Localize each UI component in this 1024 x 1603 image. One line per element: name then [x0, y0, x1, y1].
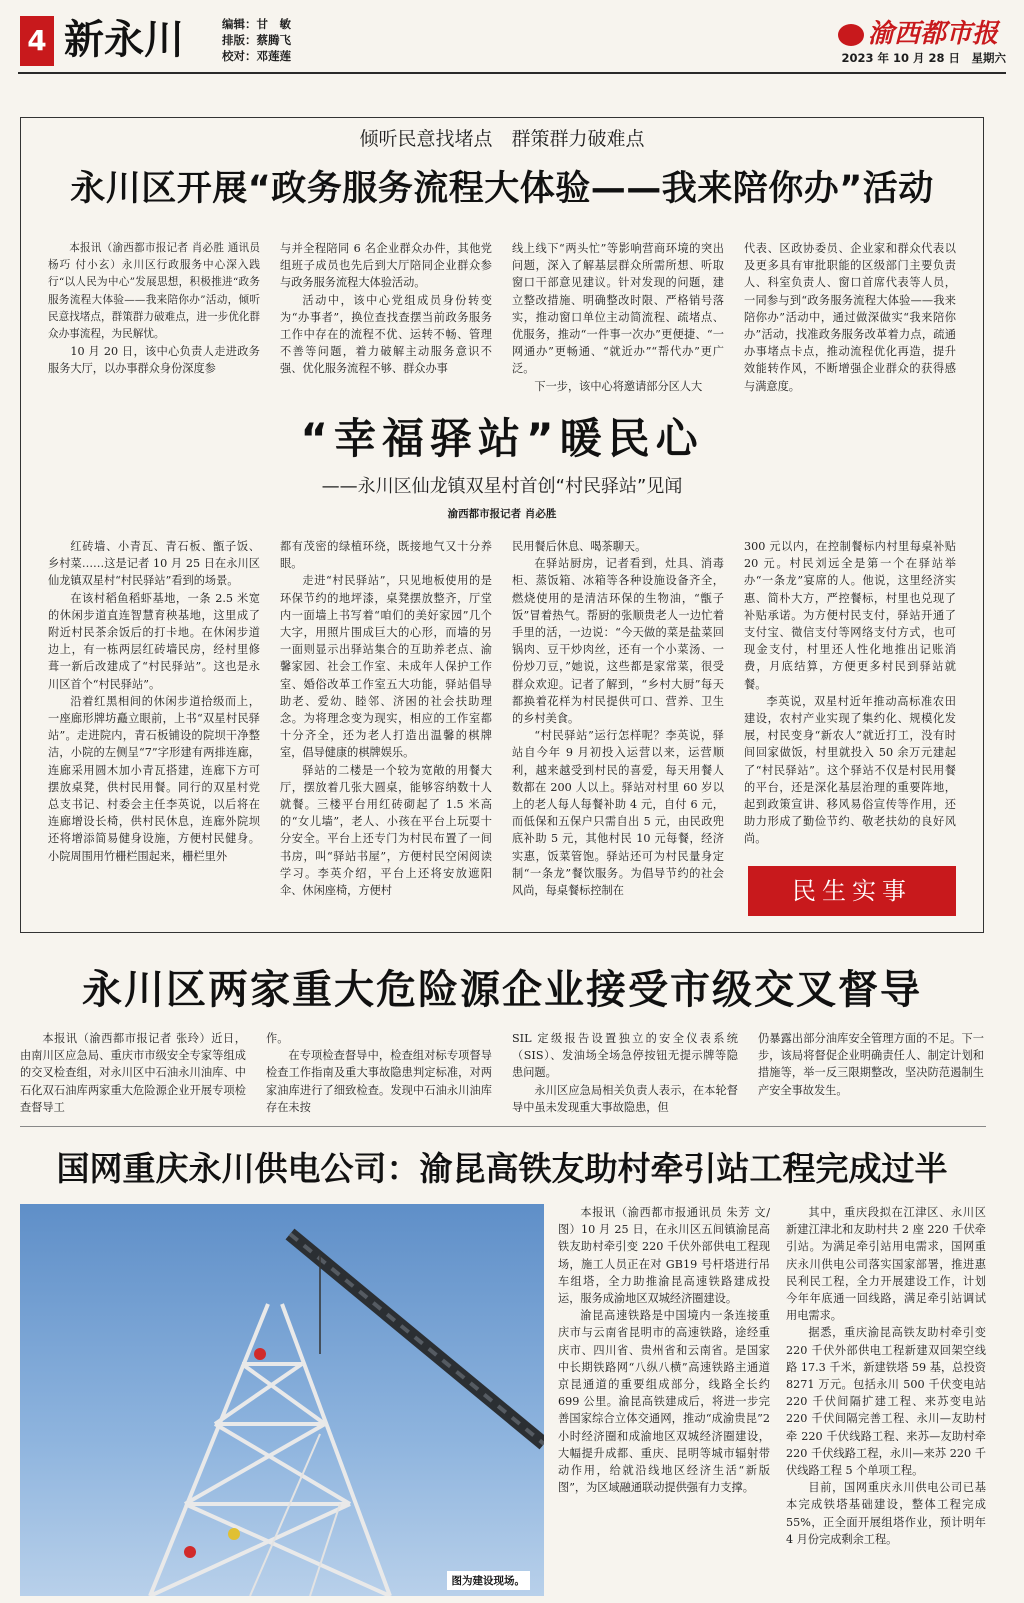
- story1-para: 代表、区政协委员、企业家和群众代表以及更多具有审批职能的区级部门主要负责人、科室负责人、窗口首席代表等人员，一同参与到“政务服务流程大体验——我来陪你办”活动中，通过做深做实“我来陪你办”活动，找准政务服务改革着力点，疏通办事堵点卡点，推动流程优化再造，提升效能转作风，不断增强企业群众的获得感与满意度。: [744, 242, 956, 393]
- story3-para: 在专项检查督导中，检查组对标专项督导检查工作指南及重大事故隐患判定标准，对两家油库进行了细致检查。发现中石油永川油库存在未按: [266, 1049, 492, 1114]
- story4-para: 据悉，重庆渝昆高铁友助村牵引变 220 千伏外部供电工程新建双回架空线路 17.3 千米，新建铁塔 59 基，总投资 8271 万元。包括永川 500 千伏变电站 220 千伏间隔扩建工程、来苏变电站 220 千伏间隔完善工程、永川—友助村牵 220 千伏线路工程、来苏—友助村牵 220 千伏线路工程，永川—来苏 220 千伏线路工程 5 个单项工程。: [786, 1326, 986, 1478]
- story1-col-1: [48, 240, 260, 378]
- story3-col-3: [512, 1030, 738, 1116]
- story2-para: 走进“村民驿站”，只见地板使用的是环保节约的地坪漆，桌凳摆放整齐，厅堂内一面墙上书写着“咱们的美好家园”几个大字，用照片围成巨大的心形，而墙的另一面则显示出驿站集合的互助养老点、渝馨家园、社会工作室、未成年人保护工作室、婚俗改革工作室五大功能，驿站倡导助老、爱幼、睦邻、济困的社会扶助理念。为将理念变为现实，相应的工作室都十分齐全，还为老人打造出温馨的棋牌室，倡导健康的棋牌娱乐。: [280, 574, 492, 760]
- column-tag-label: 民生实事: [792, 877, 912, 905]
- page-number: 4: [27, 24, 47, 57]
- story2-para: 红砖墙、小青瓦、青石板、甑子饭、乡村菜……这是记者 10 月 25 日在永川区仙龙镇双星村“村民驿站”看到的场景。: [48, 540, 260, 588]
- story4-para: 目前，国网重庆永川供电公司已基本完成铁塔基础建设，整体工程完成 55%，正全面开展组塔作业，预计明年 4 月份完成剩余工程。: [786, 1481, 986, 1546]
- story3-col-1: [20, 1030, 246, 1116]
- paper-name: 渝西都市报: [868, 19, 999, 49]
- story2-para: 驿站的二楼是一个较为宽敞的用餐大厅，摆放着几张大圆桌，能够容纳数十人就餐。三楼平台用红砖砌起了 1.5 米高的“女儿墙”，老人、小孩在平台上玩耍十分安全。平台上还专门为村民布置了一间书房，叫“驿站书屋”，方便村民空闲阅读学习。李英介绍，平台上还将安放遮阳伞、休闲座椅，方便村: [280, 763, 492, 898]
- story1-headline: 永川区开展“政务服务流程大体验——我来陪你办”活动: [70, 169, 934, 209]
- story1-para: 10 月 20 日，该中心负责人走进政务服务大厅，以办事群众身份深度参: [48, 345, 260, 376]
- story1-para: 线上线下“两头忙”等影响营商环境的突出问题，深入了解基层群众所需所想、听取窗口干部意见建议。针对发现的问题，建立整改措施、明确整改时限、严格销号落实，推动窗口单位主动简流程、疏堵点、优服务，推动“一件事一次办”更便捷、“一网通办”更畅通、“就近办”“帮代办”更广泛。: [512, 242, 724, 376]
- masthead-rule: [18, 72, 1006, 74]
- story2-para: 300 元以内，在控制餐标内村里每桌补贴 20 元。村民刘远全是第一个在驿站举办“一条龙”宴席的人。他说，这里经济实惠、简朴大方，严控餐标，村里也兑现了补贴承诺。为方便村民支付，驿站开通了支付宝、微信支付等网络支付方式，也可现金支付，村里还人性化地推出记账消费，月底结算，方便更多村民到驿站就餐。: [744, 540, 956, 691]
- story3-headline: 永川区两家重大危险源企业接受市级交叉督导: [82, 967, 922, 1013]
- story3-para: SIL 定级报告设置独立的安全仪表系统（SIS）、发油场全场急停按钮无提示牌等隐患问题。: [512, 1032, 738, 1080]
- story2-col-1: [48, 538, 260, 865]
- story2-para: 在该村稻鱼稻虾基地，一条 2.5 米宽的休闲步道直连智慧育秧基地，这里成了附近村民茶余饭后的打卡地。在休闲步道边上，有一栋两层红砖墙民房，经村里修葺一新后改建成了“村民驿站”。这也是永川区首个“村民驿站”。: [48, 591, 260, 691]
- staff-credits: [222, 16, 291, 64]
- paper-logo-mark: [838, 24, 864, 46]
- story2-para: 沿着红黑相间的休闲步道拾级而上，一座廊形牌坊矗立眼前，上书“双星村民驿站”。走进院内，青石板铺设的院坝干净整洁，小院的左侧呈“7”字形建有两排连廊，连廊采用圆木加小青瓦搭建，连廊下方可摆放桌凳，供村民用餐。同行的双星村党总支书记、村委会主任李英说，以后将在连廊增设长椅，供村民休息，连廊外院坝还将增添简易健身设施，方便村民健身。小院周围用竹栅栏围起来，栅栏里外: [48, 694, 260, 863]
- story4-para: 本报讯（渝西都市报通讯员 朱芳 文/图）10 月 25 日，在永川区五间镇渝昆高铁友助村牵引变 220 千伏外部供电工程现场，施工人员正在对 GB19 号杆塔进行吊车组塔，全力助推渝昆高速铁路建成投运，服务成渝地区双城经济圈建设。: [558, 1206, 770, 1306]
- story4-para: 其中，重庆段拟在江津区、永川区新建江津北和友助村共 2 座 220 千伏牵引站。为满足牵引站用电需求，国网重庆永川供电公司落实国家部署，推进惠民利民工程，全力开展建设工作，计划今年年底通一回线路，满足牵引站调试用电需求。: [786, 1206, 986, 1323]
- story3-para: 永川区应急局相关负责人表示，在本轮督导中虽未发现重大事故隐患，但: [512, 1083, 738, 1114]
- story1-col-2: [280, 240, 492, 378]
- story4-col-1: [558, 1204, 770, 1496]
- story3-col-2: [266, 1030, 492, 1116]
- story2-col-4: [744, 538, 956, 848]
- construction-photo: [20, 1204, 544, 1596]
- story2-col-2: [280, 538, 492, 899]
- photo-caption: 图为建设现场。: [447, 1571, 531, 1590]
- story2-para: 民用餐后休息、喝茶聊天。: [512, 540, 647, 553]
- story3-divider: [20, 1126, 986, 1127]
- story3-para: 仍暴露出部分油库安全管理方面的不足。下一步，该局将督促企业明确责任人、制定计划和措施等，举一反三限期整改，坚决防范遏制生产安全事故发生。: [758, 1032, 984, 1097]
- story1-col-4: [744, 240, 956, 395]
- story4-para: 渝昆高速铁路是中国境内一条连接重庆市与云南省昆明市的高速铁路，途经重庆市、四川省、贵州省和云南省。是国家中长期铁路网“八纵八横”高速铁路主通道京昆通道的重要组成部分，线路全长约 699 公里。渝昆高铁建成后，将进一步完善国家综合立体交通网，推动“成渝贵昆”2 小时经济圈和成渝地区双城经济圈建设，大幅提升成都、重庆、昆明等城市辐射带动作用，给就沿线地区经济生活“新版图”，为区域融通联动提供强有力支撑。: [558, 1309, 770, 1495]
- story2-headline: “幸福驿站”暖民心: [300, 414, 704, 463]
- story1-kicker: 倾听民意找堵点 群策群力破难点: [359, 128, 645, 150]
- story2-para: 都有茂密的绿植环绕，既接地气又十分养眼。: [280, 540, 492, 571]
- story1-para: 活动中，该中心党组成员身份转变为“办事者”，换位查找查摆当前政务服务工作中存在的流程不优、运转不畅、管理不善等问题，着力破解主动服务意识不强、优化服务流程不够、群众办事: [280, 293, 492, 376]
- story2-subhead: ——永川区仙龙镇双星村首创“村民驿站”见闻: [321, 476, 683, 497]
- story4-col-2: [786, 1204, 986, 1548]
- story1-para: 下一步，该中心将邀请部分区人大: [534, 379, 703, 393]
- page-number-badge: [20, 16, 54, 66]
- editor-credit: 编辑：甘 敏: [222, 17, 291, 31]
- column-tag: [748, 866, 956, 916]
- story1-col-3: [512, 240, 724, 395]
- story4-headline: 国网重庆永川供电公司：渝昆高铁友助村牵引站工程完成过半: [56, 1149, 948, 1188]
- story3-para: 本报讯（渝西都市报记者 张玲）近日，由南川区应急局、重庆市市级安全专家等组成的交叉检查组，对永川区中石油永川油库、中石化双石油库两家重大危险源企业开展专项检查督导工: [20, 1032, 246, 1114]
- section-title: 新永川: [64, 16, 184, 63]
- story3-col-4: [758, 1030, 984, 1099]
- layout-credit: 排版：蔡腾飞: [222, 33, 291, 47]
- story2-para: “村民驿站”运行怎样呢？李英说，驿站自今年 9 月初投入运营以来，运营顺利，越来越受到村民的喜爱，每天用餐人数都在 200 人以上。驿站对村里 60 岁以上的老人每人每餐补助 4 元，自付 6 元，而低保和五保户只需自出 5 元，由民政兜底补助 5 元，其他村民 10 元每餐，经济实惠，饭菜管饱。驿站还可为村民量身定制“一条龙”餐饮服务。为倡导节约的社会风尚，每桌餐标控制在: [512, 729, 724, 898]
- story2-para: 李英说，双星村近年推动高标准农田建设，农村产业实现了集约化、规模化发展，村民变身“新农人”就近打工，没有时间回家做饭，村里就投入 50 余万元建起了“村民驿站”。这个驿站不仅是村民用餐的平台，还是深化基层治理的重要阵地，起到政策宣讲、移风易俗宣传等作用，还助力形成了勤俭节约、敬老扶幼的良好风尚。: [744, 694, 956, 846]
- story2-byline: 渝西都市报记者 肖必胜: [447, 508, 557, 520]
- proof-credit: 校对：邓莲莲: [222, 49, 291, 63]
- story3-para: 作。: [266, 1032, 289, 1045]
- tower-illustration: [20, 1204, 544, 1596]
- story1-para: 本报讯（渝西都市报记者 肖必胜 通讯员 杨巧 付小玄）永川区行政服务中心深入践行“以人民为中心”发展思想，积极推进“政务服务流程大体验——我来陪你办”活动，倾听民意找堵点，群策群力破难点，进一步优化群众办事流程，为民解忧。: [48, 242, 260, 341]
- story2-para: 在驿站厨房，记者看到，灶具、消毒柜、蒸饭箱、冰箱等各种设施设备齐全，燃烧使用的是清洁环保的生物油，“甑子饭”冒着热气。帮厨的张顺贵老人一边忙着手里的活，一边说：“今天做的菜是盐菜回锅肉、豆干炒肉丝，还有一个小菜汤、一份炒刀豆，”她说，这些都是家常菜，很受群众欢迎。记者了解到，“乡村大厨”每天都换着花样为村民提供可口、营养、卫生的乡村美食。: [512, 557, 724, 726]
- story2-col-3: [512, 538, 724, 899]
- story1-para: 与并全程陪同 6 名企业群众办件，其他党组班子成员也先后到大厅陪同企业群众参与政务服务流程大体验活动。: [280, 242, 492, 290]
- issue-date: 2023 年 10 月 28 日 星期六: [841, 51, 1006, 65]
